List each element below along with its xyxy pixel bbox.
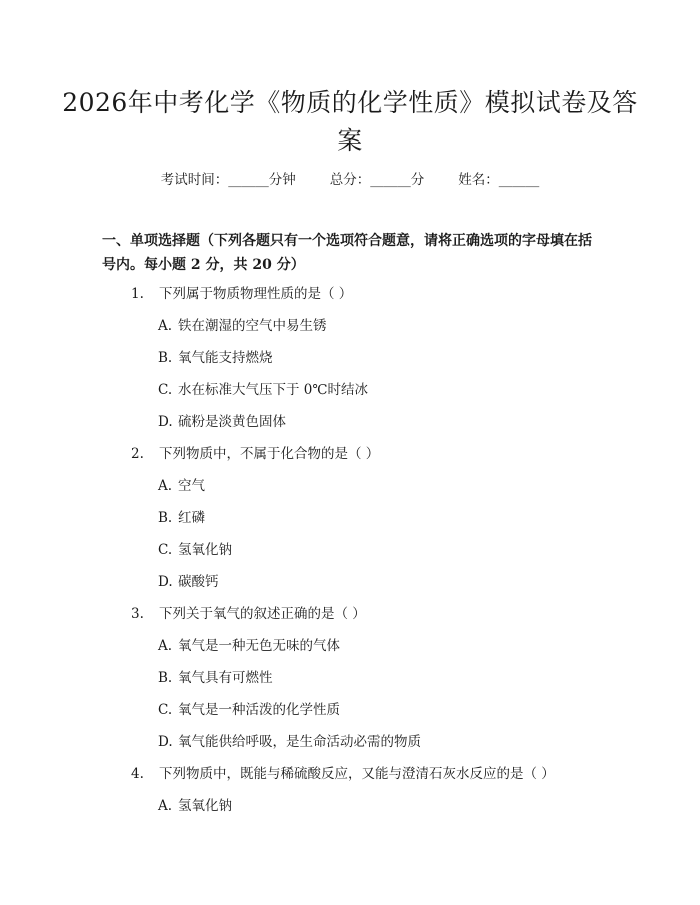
option-letter: A.: [158, 798, 173, 814]
question-text: 下列属于物质物理性质的是（ ）: [159, 286, 353, 302]
page-title: 2026年中考化学《物质的化学性质》模拟试卷及答案: [62, 88, 638, 155]
option-text: 水在标准大气压下于 0℃时结冰: [178, 382, 368, 398]
option-letter: D.: [158, 734, 173, 750]
option-letter: C.: [158, 542, 173, 558]
question-number: 2.: [131, 446, 144, 462]
option-letter: A.: [158, 318, 173, 334]
question-3: [131, 602, 366, 622]
option-text: 氢氧化钠: [178, 798, 232, 814]
question-text: 下列物质中，不属于化合物的是（ ）: [159, 446, 380, 462]
option-letter: D.: [158, 414, 173, 430]
option-text: 氧气具有可燃性: [178, 670, 273, 686]
option-letter: B.: [158, 670, 173, 686]
option-text: 氢氧化钠: [178, 542, 232, 558]
option-text: 氧气是一种无色无味的气体: [178, 638, 340, 654]
section-header: 一、单项选择题（下列各题只有一个选项符合题意，请将正确选项的字母填在括号内。每小题 2 分，共 20 分）: [102, 233, 592, 273]
option-letter: A.: [158, 638, 173, 654]
question-text: 下列关于氧气的叙述正确的是（ ）: [159, 606, 366, 622]
option-1b: [158, 346, 273, 366]
option-letter: D.: [158, 574, 173, 590]
option-1a: [158, 314, 327, 334]
option-letter: B.: [158, 510, 173, 526]
option-letter: C.: [158, 702, 173, 718]
question-1: [131, 282, 352, 302]
option-1c: [158, 378, 368, 398]
question-4: [131, 762, 555, 782]
option-text: 红磷: [178, 510, 205, 526]
option-2d: [158, 570, 219, 590]
option-3b: [158, 666, 273, 686]
question-text: 下列物质中，既能与稀硫酸反应，又能与澄清石灰水反应的是（ ）: [159, 766, 555, 782]
question-number: 4.: [131, 766, 144, 782]
option-letter: C.: [158, 382, 173, 398]
option-text: 铁在潮湿的空气中易生锈: [178, 318, 327, 334]
name-field: 姓名：______: [458, 172, 540, 188]
option-3c: [158, 698, 340, 718]
option-text: 硫粉是淡黄色固体: [178, 414, 286, 430]
question-number: 3.: [131, 606, 144, 622]
option-3a: [158, 634, 340, 654]
option-2a: [158, 474, 205, 494]
question-2: [131, 442, 379, 462]
question-number: 1.: [131, 286, 144, 302]
option-2c: [158, 538, 232, 558]
total-score-field: 总分：______分: [329, 172, 425, 188]
option-text: 氧气是一种活泼的化学性质: [178, 702, 340, 718]
option-text: 氧气能供给呼吸，是生命活动必需的物质: [178, 734, 421, 750]
option-2b: [158, 506, 205, 526]
option-letter: B.: [158, 350, 173, 366]
option-text: 空气: [178, 478, 205, 494]
option-text: 氧气能支持燃烧: [178, 350, 273, 366]
option-3d: [158, 730, 421, 750]
option-letter: A.: [158, 478, 173, 494]
option-4a: [158, 794, 232, 814]
option-1d: [158, 410, 286, 430]
exam-time-field: 考试时间：______分钟: [160, 172, 296, 188]
exam-info-bar: [0, 168, 700, 188]
option-text: 碳酸钙: [178, 574, 219, 590]
